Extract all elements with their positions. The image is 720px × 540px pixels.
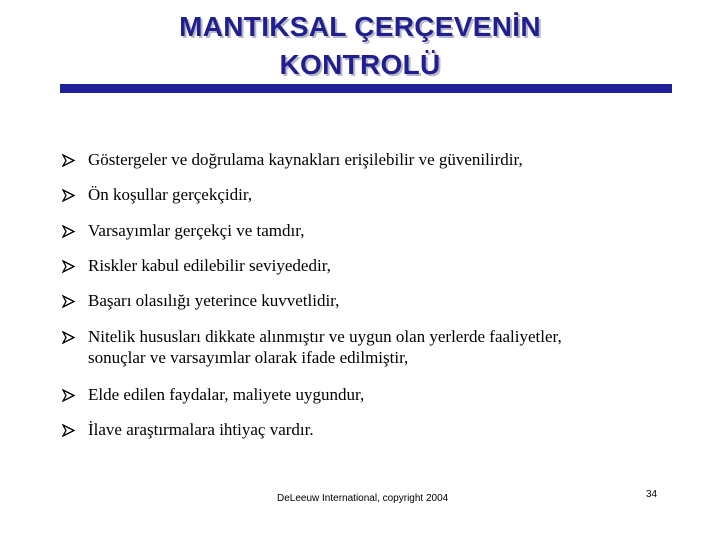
slide-title <box>60 8 660 84</box>
slide-title-line-1: MANTIKSAL ÇERÇEVENİN <box>179 11 541 42</box>
arrow-bullet-icon <box>62 183 88 207</box>
arrow-bullet-icon <box>62 383 88 407</box>
arrow-bullet-icon <box>62 289 88 313</box>
arrow-bullet-icon <box>62 254 88 278</box>
page-number: 34 <box>646 489 658 500</box>
bullet-item <box>62 183 682 207</box>
bullet-item <box>62 254 682 278</box>
arrow-bullet-icon <box>62 148 88 172</box>
bullet-item <box>62 148 682 172</box>
bullet-text: Nitelik hususları dikkate alınmıştır ve uygun olan yerlerde faaliyetler, sonuçlar ve varsayımlar olarak ifade edilmiştir, <box>88 327 562 367</box>
bullet-item <box>62 325 682 368</box>
bullet-item <box>62 383 682 407</box>
footer-copyright: DeLeeuw International, copyright 2004 <box>277 493 449 504</box>
bullet-text: Riskler kabul edilebilir seviyededir, <box>88 256 331 275</box>
bullet-text: Elde edilen faydalar, maliyete uygundur, <box>88 385 365 404</box>
bullet-text: İlave araştırmalara ihtiyaç vardır. <box>88 420 314 439</box>
arrow-bullet-icon <box>62 219 88 243</box>
arrow-bullet-icon <box>62 418 88 442</box>
title-divider-bar <box>60 84 672 93</box>
slide-title-line-2: KONTROLÜ <box>279 49 441 80</box>
arrow-bullet-icon <box>62 325 88 349</box>
bullet-text: Göstergeler ve doğrulama kaynakları erişilebilir ve güvenilirdir, <box>88 150 523 169</box>
bullet-text: Ön koşullar gerçekçidir, <box>88 185 253 204</box>
bullet-item <box>62 418 682 442</box>
bullet-item <box>62 289 682 313</box>
bullet-item <box>62 219 682 243</box>
bullet-text: Varsayımlar gerçekçi ve tamdır, <box>88 221 305 240</box>
bullet-text: Başarı olasılığı yeterince kuvvetlidir, <box>88 291 340 310</box>
